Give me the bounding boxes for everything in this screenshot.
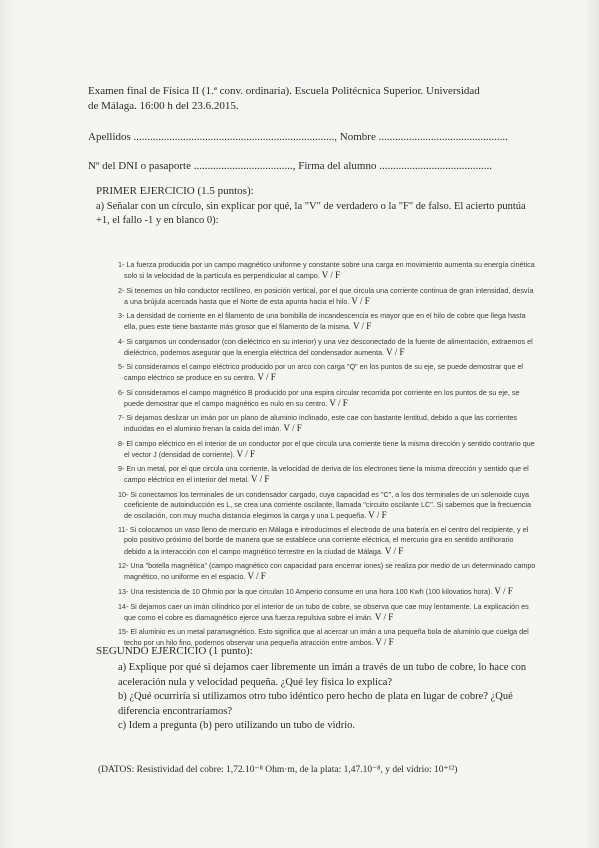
question-b: b) ¿Qué ocurriría si utilizamos otro tubo idéntico pero hecho de plata en lugar de cobre? ¿Qué diferencia encontraríamos? <box>118 691 513 717</box>
true-false-selector[interactable]: V / F <box>352 321 372 332</box>
header-line-1: Examen final de Física II (1.ª conv. ordinaria). Escuela Politécnica Superior. Universidad <box>88 85 480 97</box>
item-text: 7- Si dejamos deslizar un imán por un plano de aluminio inclinado, este cae con bastante lentitud, debido a que las corrientes inducidas en el aluminio frenan la caída del imán. <box>118 413 518 434</box>
item-text: 14- Si dejamos caer un imán cilíndrico por el interior de un tubo de cobre, se observa que cae muy lentamente. La explicación es que como el cobre es diamagnético ejerce una fuerza repulsiva sobre el imán. <box>118 601 529 622</box>
true-false-item <box>118 337 536 358</box>
true-false-selector[interactable]: V / F <box>384 545 404 556</box>
item-text: 3- La densidad de corriente en el filamento de una bombilla de incandescencia es mayor que en el hilo de cobre que llega hasta ella, pues este tiene bastante más grosor que el filamento de la misma. <box>118 311 526 332</box>
true-false-item <box>118 586 536 597</box>
true-false-list <box>118 260 536 653</box>
true-false-selector[interactable]: V / F <box>283 423 302 434</box>
name-field-row: Apellidos ........................................................................., Nombre ............................................... <box>88 131 508 143</box>
second-exercise-title: SEGUNDO EJERCICIO (1 punto): <box>96 645 253 657</box>
true-false-item <box>118 388 536 409</box>
item-text: 8- El campo eléctrico en el interior de un conductor por el que circula una corriente tiene la misma dirección y sentido contrario que el vector J (densidad de corriente). <box>118 438 535 459</box>
header-line-2: de Málaga. 16:00 h del 23.6.2015. <box>88 100 239 112</box>
true-false-item <box>118 525 536 557</box>
true-false-item <box>118 561 536 582</box>
item-text: 12- Una "botella magnética" (campo magnético con capacidad para encerrar iones) se realiza por medio de un determinado campo magnético, no uniforme en el espacio. <box>118 560 536 582</box>
question-c: c) Idem a pregunta (b) pero utilizando un tubo de vidrio. <box>118 720 356 732</box>
item-text: 13- Una resistencia de 10 Ohmio por la que circulan 10 Amperio consume en una hora 100 Kwh (100 kilovatios hora). <box>118 587 493 597</box>
true-false-selector[interactable]: V / F <box>321 270 341 281</box>
second-exercise-body <box>94 661 546 734</box>
true-false-item <box>118 413 536 434</box>
true-false-selector[interactable]: V / F <box>375 637 394 648</box>
true-false-selector[interactable]: V / F <box>386 346 405 357</box>
data-note: (DATOS: Resistividad del cobre: 1,72.10⁻⁸ Ohm·m, de la plata: 1,47.10⁻⁸, y del vidrio: 10⁺¹²) <box>98 765 458 775</box>
item-text: 9- En un metal, por el que circula una corriente, la velocidad de deriva de los electrones tiene la misma dirección y sentido que el campo eléctrico en el interior del metal. <box>118 464 529 485</box>
true-false-item <box>118 464 536 485</box>
true-false-selector[interactable]: V / F <box>368 509 387 520</box>
true-false-selector[interactable]: V / F <box>329 397 348 408</box>
true-false-item <box>118 602 536 623</box>
item-text: 15- El aluminio es un metal paramagnético. Esto significa que al acercar un imán a una pequeña bola de aluminio que cuelga del techo por un hilo fino, podemos observar una pequeña atracción entre ambos. <box>118 627 529 648</box>
first-exercise-title: PRIMER EJERCICIO (1.5 puntos): <box>96 185 254 197</box>
item-text: 11- Si colocamos un vaso lleno de mercurio en Málaga e introducimos el electrodo de una batería en el centro del recipiente, y el polo positivo próximo del borde de manera que se establece una corriente eléctrica, el mercurio gira en sentido antihorario debido a la interacción con el campo magnético terrestre en la ciudad de Málaga. <box>118 525 529 556</box>
item-text: 5- Si consideramos el campo eléctrico producido por un arco con carga "Q" en los puntos de su eje, se puede demostrar que el campo eléctrico se produce en su centro. <box>118 362 524 383</box>
true-false-selector[interactable]: V / F <box>247 571 266 582</box>
true-false-selector[interactable]: V / F <box>374 611 394 622</box>
true-false-item <box>118 286 536 307</box>
true-false-selector[interactable]: V / F <box>236 448 256 459</box>
true-false-item <box>118 260 536 281</box>
item-text: 1- La fuerza producida por un campo magnético uniforme y constante sobre una carga en movimiento aumenta su energía cinética solo si la velocidad de la partícula es perpendicular al campo. <box>118 260 535 281</box>
true-false-item <box>118 362 536 383</box>
true-false-selector[interactable]: V / F <box>257 372 276 383</box>
true-false-selector[interactable]: V / F <box>494 586 513 597</box>
item-text: 6- Si consideramos el campo magnético B producido por una espira circular recorrida por corriente en los puntos de su eje, se puede demostrar que el campo magnético es nulo en su centro. <box>118 387 520 408</box>
true-false-item <box>118 490 536 522</box>
question-a: a) Explique por qué si dejamos caer libremente un imán a través de un tubo de cobre, lo hace con aceleración nula y velocidad pequeña. ¿Qué ley física lo explica? <box>118 662 527 688</box>
item-text: 4- Si cargamos un condensador (con dieléctrico en su interior) y una vez desconectado de la fuente de alimentación, extraemos el dieléctrico, podemos asegurar que la energía eléctrica del condensador aumenta. <box>118 336 533 357</box>
exam-header <box>88 84 548 114</box>
item-text: 2- Si tenemos un hilo conductor rectilíneo, en posición vertical, por el que circula una corriente continua de gran intensidad, desvía a una brújula acercada hasta que el Norte de esta apunta hacia el hilo. <box>118 285 534 306</box>
id-field-row: Nº del DNI o pasaporte ...................................., Firma del alumno ......................................... <box>88 160 492 172</box>
true-false-item <box>118 311 536 332</box>
true-false-selector[interactable]: V / F <box>351 295 370 306</box>
true-false-item <box>118 439 536 460</box>
true-false-selector[interactable]: V / F <box>251 474 270 485</box>
first-exercise-intro: a) Señalar con un círculo, sin explicar por qué, la "V" de verdadero o la "F" de falso. El acierto puntúa +1, el fallo -1 y en blanco 0): <box>96 201 526 226</box>
item-text: 10- Si conectamos los terminales de un condensador cargado, cuya capacidad es "C", a los dos terminales de un solenoide cuya coeficiente de autoinducción es L, se crea una corriente oscilante, llamada "circuito oscilante LC". Si sabemos que la frecuencia de oscilación, con muy mucha distancia elegimos la carga y una L pequeña. <box>118 489 532 520</box>
